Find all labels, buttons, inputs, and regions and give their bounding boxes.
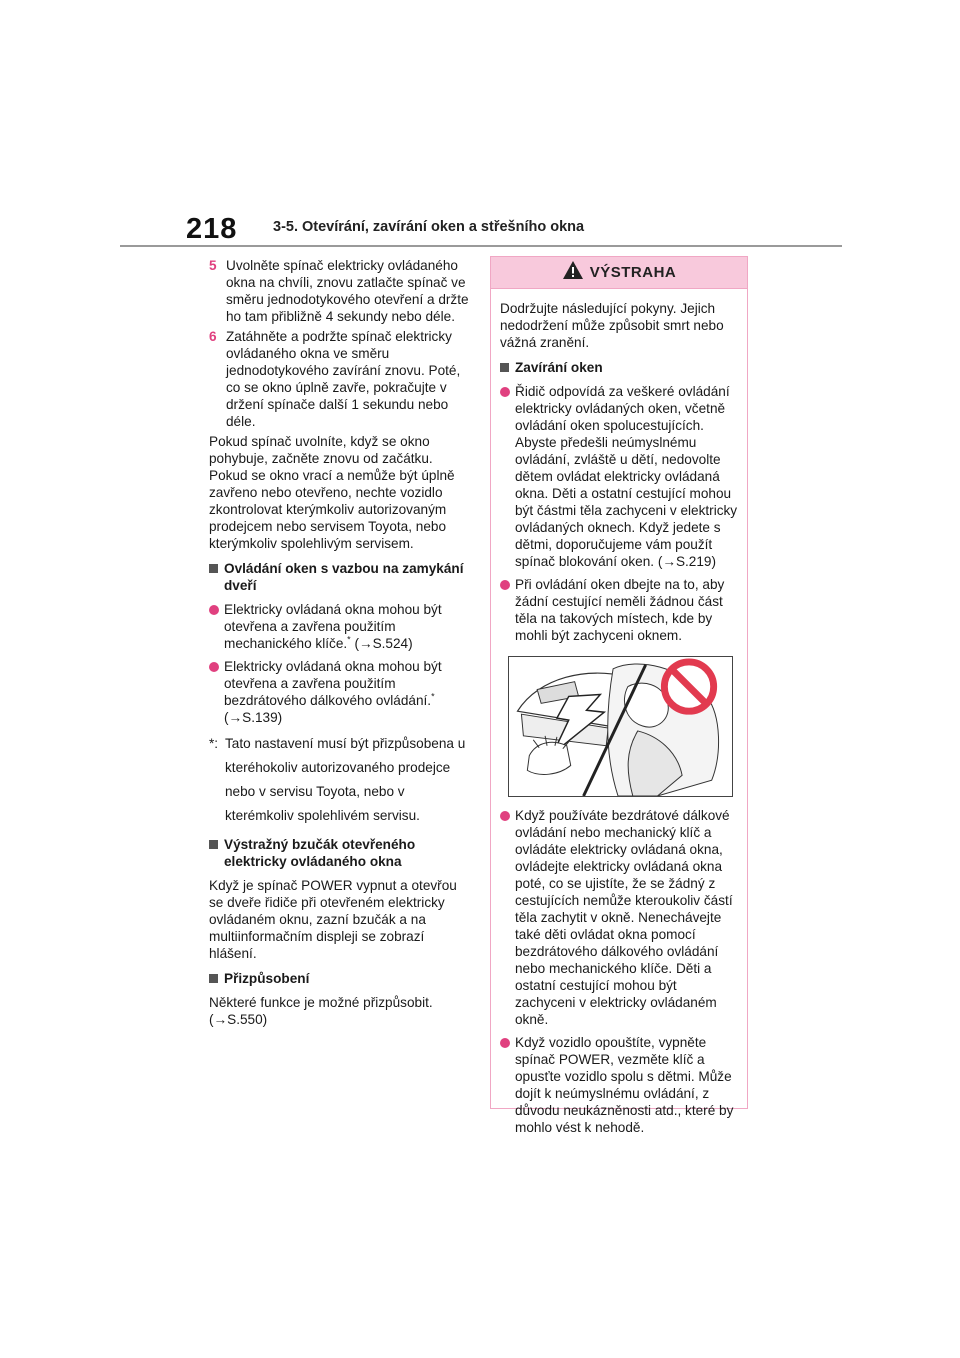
list-item	[500, 576, 738, 644]
header-rule	[120, 245, 842, 247]
list-item	[500, 383, 738, 570]
step-number: 5	[209, 258, 217, 273]
bullet-dot-icon	[500, 1038, 510, 1048]
page-number: 218	[186, 213, 238, 245]
closing-windows-heading	[500, 359, 738, 376]
list-item	[500, 1034, 738, 1136]
customization-paragraph: Některé funkce je možné přizpůsobit. (→S.550)	[209, 995, 433, 1027]
square-bullet-icon	[209, 564, 218, 573]
bullet-text: Když používáte bezdrátové dálkové ovládání nebo mechanický klíč a ovládáte elektricky ovládaná okna, ovládejte elektricky ovládaná okna poté, co se ujistíte, že se žádný z cestujících nemůže kteroukoliv částí těla zachytit v okně. Nenechávejte také děti ovládat okna pomocí bezdrátového dálkového ovládání nebo mechanického klíče. Děti a ostatní cestující mohou být zachyceni v elektricky ovládaném okně.	[515, 808, 733, 1027]
step-text: Uvolněte spínač elektricky ovládaného okna na chvíli, znovu zatlačte spínač ve směru jednodotykového otevření a držte ho tam přibližně 4 sekundy nebo déle.	[226, 258, 469, 324]
bullet-dot-icon	[209, 605, 219, 615]
bullet-text: Při ovládání oken dbejte na to, aby žádní cestující neměli žádnou část těla na takových místech, kde by mohli být zachyceni oknem.	[515, 577, 725, 643]
heading-text: Přizpůsobení	[224, 971, 310, 986]
bullet-dot-icon	[500, 811, 510, 821]
list-item	[500, 807, 738, 1028]
bullet-text: Elektricky ovládaná okna mohou být otevřena a zavřena použitím bezdrátového dálkového ovládání.	[224, 659, 442, 708]
heading-text: Ovládání oken s vazbou na zamykání dveří	[224, 561, 464, 593]
bullet-dot-icon	[500, 387, 510, 397]
footnote-marker: *	[347, 634, 351, 645]
warning-box	[490, 256, 748, 1135]
list-item	[209, 601, 471, 652]
step-text: Zatáhněte a podržte spínač elektricky ovládaného okna ve směru jednodotykového zavírání znovu. Poté, co se okno úplně zavře, pokračujte v držení spínače další 1 sekundu nebo déle.	[226, 329, 461, 429]
warning-triangle-icon	[562, 260, 584, 285]
customization-heading	[209, 970, 471, 987]
square-bullet-icon	[209, 974, 218, 983]
window-pinch-illustration	[508, 656, 733, 797]
square-bullet-icon	[500, 363, 509, 372]
footnote	[209, 732, 471, 828]
door-lock-heading	[209, 560, 471, 594]
warning-intro: Dodržujte následující pokyny. Jejich nedodržení může způsobit smrt nebo vážná zranění.	[500, 301, 724, 350]
heading-text: Výstražný bzučák otevřeného elektricky ovládaného okna	[224, 837, 416, 869]
bullet-text: Řidič odpovídá za veškeré ovládání elektricky ovládaných oken, včetně ovládání oken spolucestujících. Abyste předešli neúmyslnému ovládání, zvláště u dětí, nedovolte dětem ovládat elektricky ovládaná okna. Děti a ostatní cestující mohou být částmi těla zachyceni v elektricky ovládaných oknech. Když jedete s dětmi, doporučujeme vám použít spínač blokování oken. (→S.219)	[515, 384, 738, 569]
square-bullet-icon	[209, 840, 218, 849]
footnote-marker: *	[431, 691, 435, 702]
warning-body	[491, 289, 747, 1136]
bullet-text: Elektricky ovládaná okna mohou být otevřena a zavřena použitím mechanického klíče.	[224, 602, 442, 651]
page-reference-link[interactable]: (→S.139)	[224, 710, 283, 725]
bullet-text: Když vozidlo opouštíte, vypněte spínač POWER, vezměte klíč a opusťte vozidlo spolu s dětmi. Může dojít k neúmyslnému ovládání, z důvodu neukázněnosti atd., které by mohlo vést k nehodě.	[515, 1035, 734, 1135]
section-title: 3-5. Otevírání, zavírání oken a střešního okna	[273, 219, 585, 235]
warning-title: VÝSTRAHA	[589, 264, 677, 281]
step-5	[209, 257, 471, 325]
heading-text: Zavírání oken	[515, 360, 603, 375]
list-item	[209, 658, 471, 726]
buzzer-heading	[209, 836, 471, 870]
buzzer-paragraph: Když je spínač POWER vypnut a otevřou se dveře řidiče při otevřeném elektricky ovládaném oknu, zazní bzučák a na multiinformačním displeji se zobrazí hlášení.	[209, 878, 457, 961]
bullet-dot-icon	[209, 662, 219, 672]
warning-header	[491, 257, 747, 289]
step-number: 6	[209, 329, 217, 344]
info-paragraph: Pokud spínač uvolníte, když se okno pohybuje, začněte znovu od začátku. Pokud se okno vrací a nemůže být úplně zavřeno nebo otevřeno, nechte vozidlo zkontrolovat kterýmkoliv autorizovaným prodejcem nebo servisem Toyota, nebo kterýmkoliv spolehlivým servisem.	[209, 434, 455, 551]
left-column	[209, 257, 471, 1035]
footnote-text: Tato nastavení musí být přizpůsobena u kteréhokoliv autorizovaného prodejce nebo v servisu Toyota, nebo v kterémkoliv spolehlivém servisu.	[225, 736, 466, 823]
bullet-dot-icon	[500, 580, 510, 590]
footnote-mark: *:	[209, 736, 219, 751]
page-reference-link[interactable]: (→S.524)	[350, 636, 413, 651]
step-6	[209, 328, 471, 430]
